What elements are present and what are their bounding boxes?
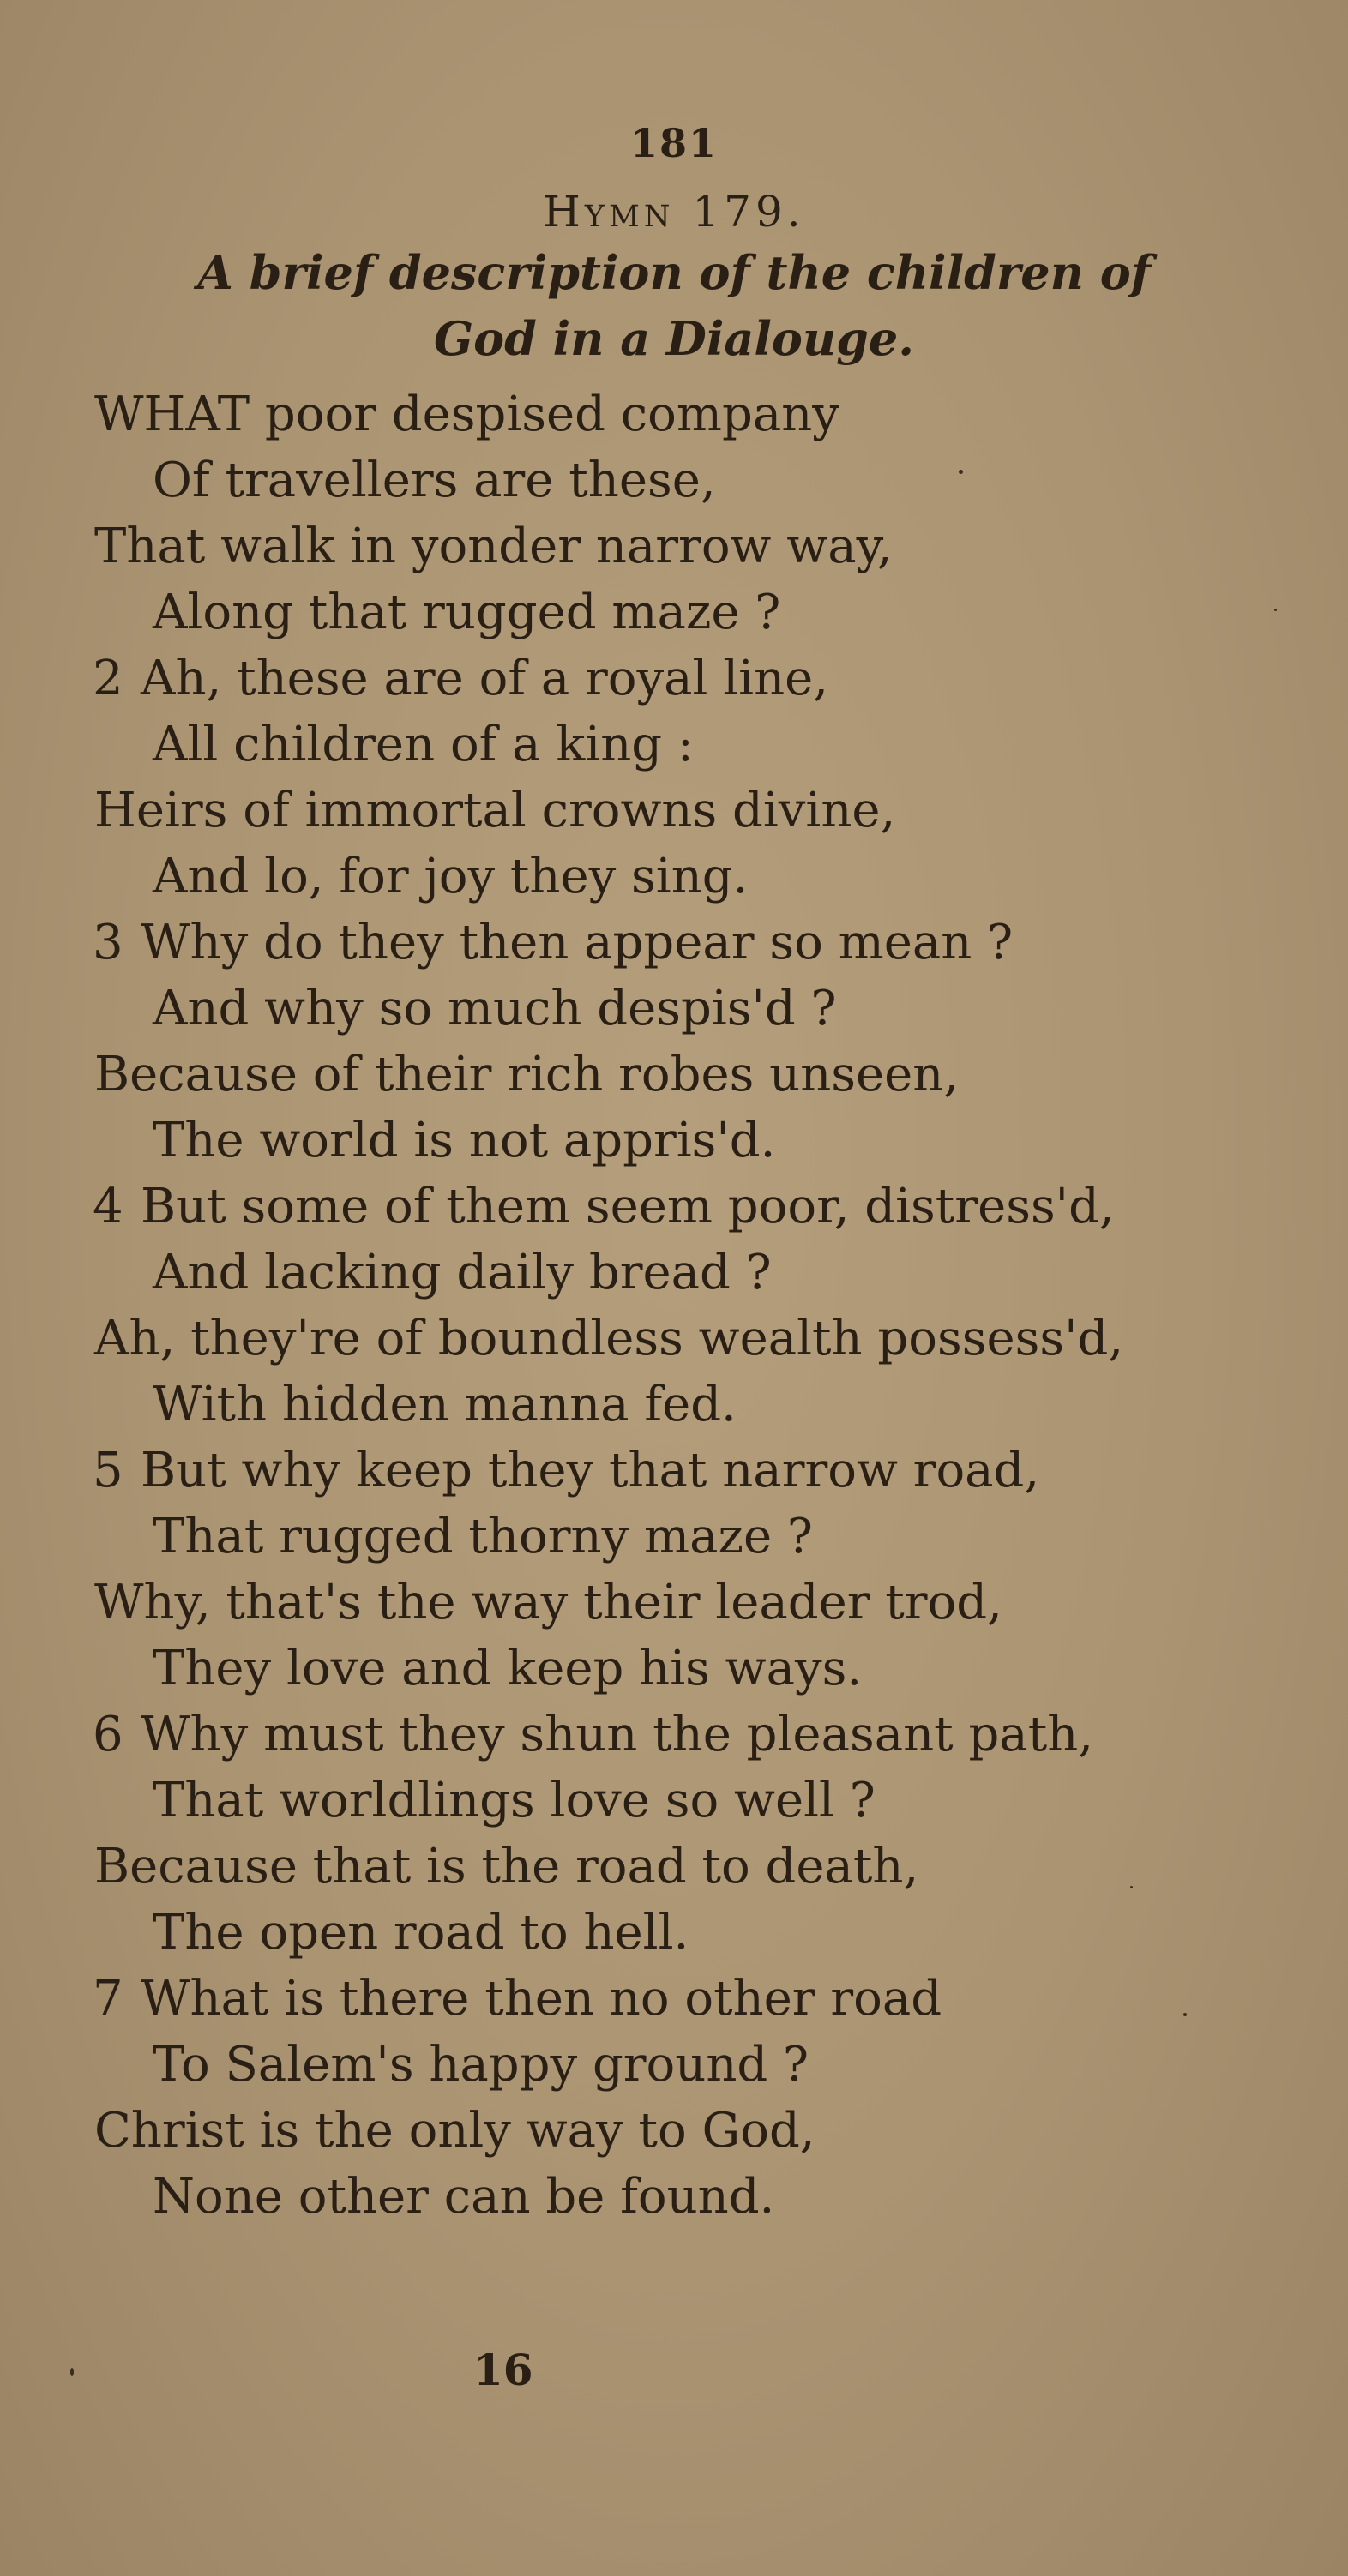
- stanza-2: [94, 646, 1235, 910]
- stanza-line: [93, 910, 1235, 976]
- paper-speck: [1183, 2013, 1187, 2016]
- stanza-line-text: What is there then no other road: [141, 1971, 942, 2027]
- stanza-line: None other can be found.: [153, 2169, 775, 2225]
- stanza-line: Because of their rich robes unseen,: [94, 1047, 960, 1102]
- stanza-line: That worldlings love so well ?: [153, 1773, 876, 1828]
- stanza-line-text: But some of them seem poor, distress'd,: [141, 1179, 1115, 1234]
- stanza-line: Why, that's the way their leader trod,: [94, 1575, 1002, 1630]
- stanza-6: [94, 1702, 1235, 1966]
- stanza-line-text: Why do they then appear so mean ?: [141, 915, 1014, 970]
- hymn-title: Hymn 179.: [543, 187, 805, 237]
- stanza-3: [94, 910, 1235, 1174]
- stanza-number: 6: [93, 1707, 123, 1762]
- hymn-subtitle-line-1: A brief description of the children of: [197, 245, 1151, 300]
- stanza-line: Because that is the road to death,: [94, 1839, 919, 1894]
- stanza-number: 2: [93, 651, 123, 706]
- stanza-line: Christ is the only way to God,: [94, 2103, 815, 2159]
- stanza-line: [93, 646, 1235, 712]
- stanza-line: That walk in yonder narrow way,: [94, 519, 893, 574]
- stanza-line: All children of a king :: [153, 717, 694, 772]
- stanza-4: [94, 1174, 1235, 1438]
- stanza-line: They love and keep his ways.: [153, 1641, 863, 1696]
- hymn-subtitle-line-2: God in a Dialouge.: [433, 311, 915, 366]
- stanza-line: With hidden manna fed.: [153, 1377, 737, 1432]
- stanza-line: [93, 1174, 1235, 1240]
- stanza-number: 7: [93, 1971, 123, 2027]
- stanza-line: Of travellers are these,: [153, 453, 716, 508]
- stanza-line: [94, 381, 1235, 447]
- stanza-line: To Salem's happy ground ?: [153, 2037, 809, 2093]
- stanza-number: 4: [93, 1179, 123, 1234]
- stanza-line: And why so much despis'd ?: [153, 981, 837, 1036]
- stanza-line: [93, 1438, 1235, 1504]
- hymn-verses: [94, 381, 1235, 2230]
- stanza-line: That rugged thorny maze ?: [153, 1509, 813, 1564]
- paper-speck: [70, 2368, 74, 2376]
- paper-speck: [1274, 609, 1277, 611]
- stanza-line-text: But why keep they that narrow road,: [141, 1443, 1040, 1498]
- stanza-line: The open road to hell.: [153, 1905, 689, 1961]
- stanza-line: Heirs of immortal crowns divine,: [94, 783, 896, 838]
- stanza-line: [93, 1966, 1235, 2032]
- stanza-line: [93, 1702, 1235, 1768]
- stanza-line: Ah, they're of boundless wealth possess'd,: [94, 1311, 1124, 1366]
- paper-speck: [1130, 1886, 1133, 1888]
- stanza-line-text: Ah, these are of a royal line,: [141, 651, 829, 706]
- stanza-line: And lo, for joy they sing.: [153, 849, 749, 904]
- stanza-line: And lacking daily bread ?: [153, 1245, 772, 1300]
- stanza-number: 3: [93, 915, 123, 970]
- stanza-line: The world is not appris'd.: [153, 1113, 776, 1168]
- page-number: 181: [629, 120, 719, 166]
- stanza-1: [94, 381, 1235, 646]
- stanza-5: [94, 1438, 1235, 1702]
- stanza-number: 5: [93, 1443, 123, 1498]
- paper-speck: [959, 470, 963, 474]
- stanza-7: [94, 1966, 1235, 2230]
- stanza-line-text: Why must they shun the pleasant path,: [141, 1707, 1094, 1762]
- signature-mark: 16: [473, 2345, 533, 2395]
- stanza-line-text: WHAT poor despised company: [94, 387, 839, 442]
- stanza-line: Along that rugged maze ?: [153, 585, 781, 640]
